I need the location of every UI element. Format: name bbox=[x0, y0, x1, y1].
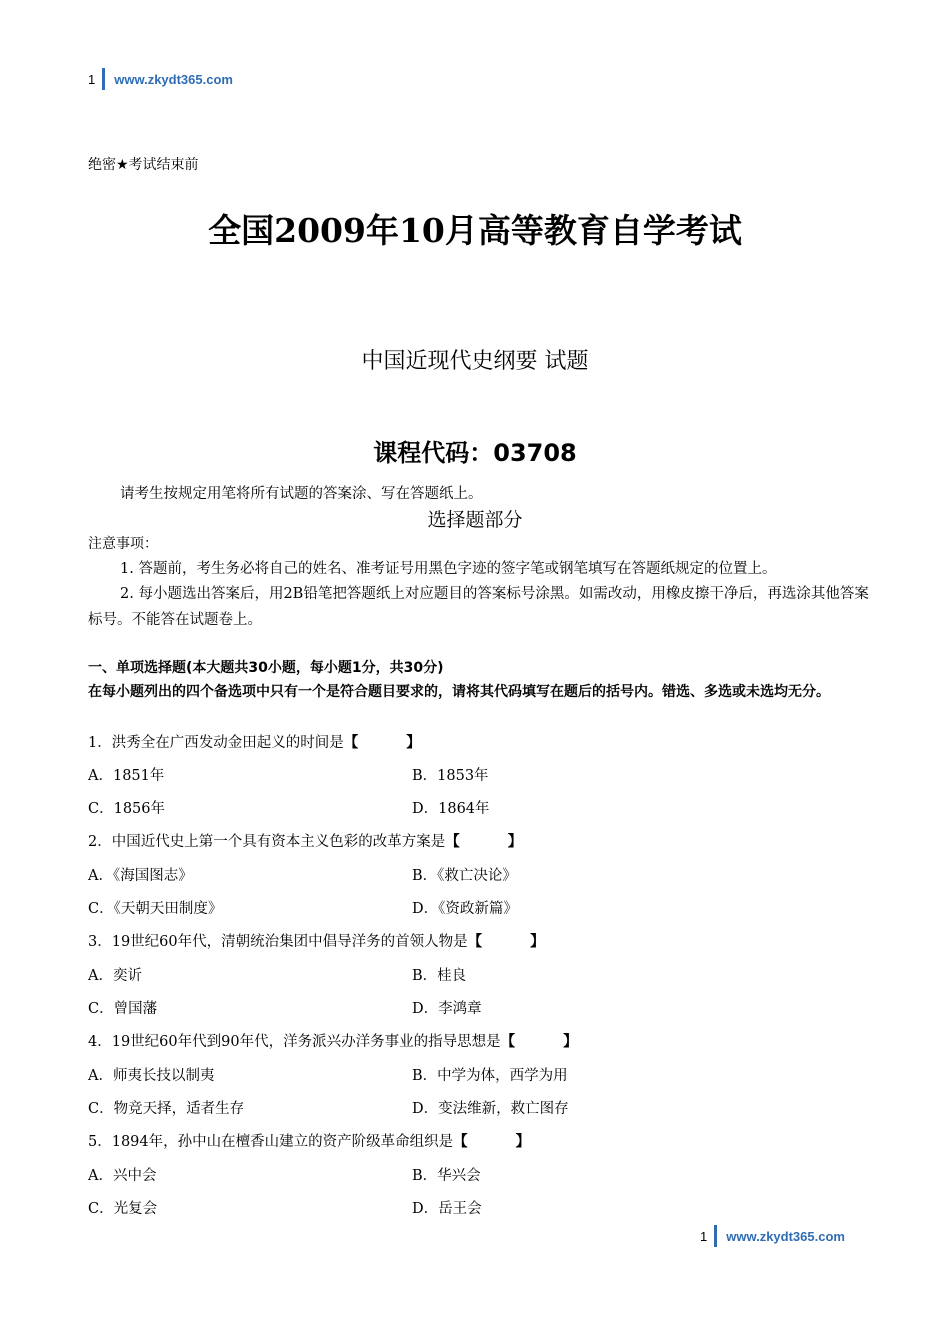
question-stem: 5．1894年，孙中山在檀香山建立的资产阶级革命组织是 bbox=[88, 1134, 454, 1150]
option-d: D．《资政新篇》 bbox=[412, 901, 518, 917]
course-code: 课程代码：03708 bbox=[373, 439, 577, 467]
secret-label: 绝密★考试结束前 bbox=[88, 157, 199, 173]
answer-bracket-close: 】 bbox=[406, 735, 421, 751]
answer-bracket-open: 【 bbox=[467, 934, 483, 950]
question-stem: 1．洪秀全在广西发动金田起义的时间是 bbox=[88, 735, 344, 751]
answer-bracket-close: 】 bbox=[515, 1134, 531, 1150]
answer-bracket-close: 】 bbox=[530, 934, 545, 950]
option-a: A．兴中会 bbox=[88, 1168, 157, 1184]
question-stem: 3．19世纪60年代，清朝统治集团中倡导洋务的首领人物是 bbox=[88, 934, 468, 950]
option-c: C．光复会 bbox=[88, 1201, 158, 1217]
part-heading: 一、单项选择题(本大题共30小题，每小题1分，共30分) bbox=[88, 660, 444, 676]
footer-page-number: 1 bbox=[700, 1228, 708, 1244]
note-item-2: 2. 每小题选出答案后，用2B铅笔把答题纸上对应题目的答案标号涂黑。如需改动，用橡皮擦干净后，再选涂其他答案标号。不能答在试题卷上。 bbox=[88, 586, 869, 628]
page-footer bbox=[700, 1225, 845, 1247]
footer-site-link[interactable]: www.zkydt365.com bbox=[726, 1228, 845, 1244]
answer-bracket-close: 】 bbox=[507, 834, 523, 850]
option-b: B．1853年 bbox=[412, 768, 489, 784]
option-d: D．1864年 bbox=[412, 801, 490, 817]
part-description: 在每小题列出的四个备选项中只有一个是符合题目要求的，请将其代码填写在题后的括号内。错选、多选或未选均无分。 bbox=[88, 684, 830, 700]
instruction-text: 请考生按规定用笔将所有试题的答案涂、写在答题纸上。 bbox=[120, 486, 483, 502]
question-stem: 2．中国近代史上第一个具有资本主义色彩的改革方案是 bbox=[88, 834, 446, 850]
option-c: C．曾国藩 bbox=[88, 1001, 158, 1017]
notes-title: 注意事项： bbox=[88, 536, 158, 552]
option-d: D．岳王会 bbox=[412, 1201, 482, 1217]
option-b: B．华兴会 bbox=[412, 1168, 481, 1184]
footer-divider bbox=[714, 1225, 717, 1247]
section-title: 选择题部分 bbox=[427, 509, 523, 531]
page-header bbox=[88, 68, 233, 90]
header-divider bbox=[102, 68, 105, 90]
option-a: A．《海国图志》 bbox=[88, 868, 193, 884]
option-c: C．1856年 bbox=[88, 801, 165, 817]
question-2 bbox=[88, 830, 522, 851]
question-3 bbox=[88, 930, 545, 951]
question-4 bbox=[88, 1030, 578, 1051]
option-c: C．《天朝天田制度》 bbox=[88, 901, 223, 917]
question-stem: 4．19世纪60年代到90年代，洋务派兴办洋务事业的指导思想是 bbox=[88, 1034, 501, 1050]
answer-bracket-close: 】 bbox=[563, 1034, 578, 1050]
option-b: B．中学为体，西学为用 bbox=[412, 1068, 568, 1084]
option-a: A．1851年 bbox=[88, 768, 165, 784]
option-a: A．奕䜣 bbox=[88, 968, 142, 984]
note-item-1: 1. 答题前，考生务必将自己的姓名、准考证号用黑色字迹的签字笔或钢笔填写在答题纸规定的位置上。 bbox=[120, 561, 777, 577]
option-c: C．物竞天择，适者生存 bbox=[88, 1101, 245, 1117]
option-b: B．桂良 bbox=[412, 968, 467, 984]
option-d: D．变法维新，救亡图存 bbox=[412, 1101, 569, 1117]
answer-bracket-open: 【 bbox=[445, 834, 460, 850]
header-site-link[interactable]: www.zkydt365.com bbox=[114, 71, 233, 87]
question-5 bbox=[88, 1130, 530, 1151]
answer-bracket-open: 【 bbox=[343, 735, 359, 751]
question-1 bbox=[88, 731, 421, 752]
option-a: A．师夷长技以制夷 bbox=[88, 1068, 215, 1084]
exam-title: 全国2009年10月高等教育自学考试 bbox=[208, 211, 742, 250]
answer-bracket-open: 【 bbox=[453, 1134, 468, 1150]
option-d: D．李鸿章 bbox=[412, 1001, 482, 1017]
exam-subtitle: 中国近现代史纲要 试题 bbox=[361, 349, 589, 374]
answer-bracket-open: 【 bbox=[500, 1034, 516, 1050]
header-page-number: 1 bbox=[88, 71, 96, 87]
option-b: B．《救亡决论》 bbox=[412, 868, 517, 884]
